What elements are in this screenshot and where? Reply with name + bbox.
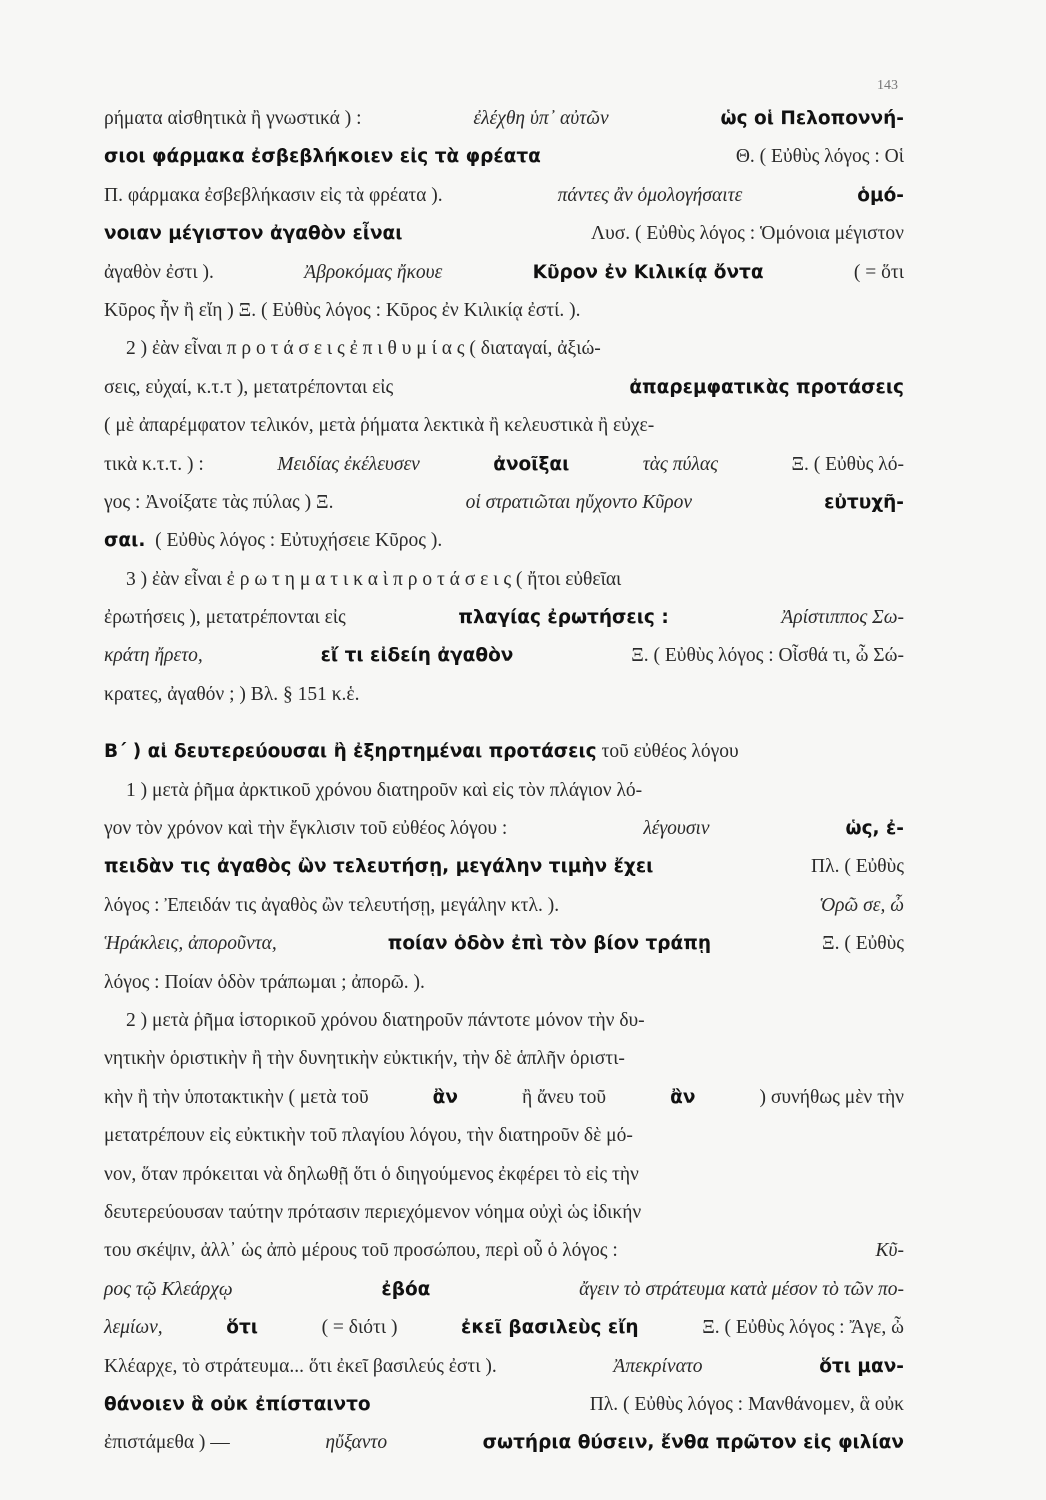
- text-line: σιοι φάρμακα ἐσβεβλήκοιεν εἰς τὰ φρέατα Θ. ( Εὐθὺς λόγος : Οἱ: [104, 146, 904, 168]
- text-line: λόγος : Ἐπειδάν τις ἀγαθὸς ὢν τελευτήσῃ, μεγάλην κτλ. ). Ὁρῶ σε, ὦ: [104, 894, 904, 916]
- text-line: πειδὰν τις ἀγαθὸς ὢν τελευτήσῃ, μεγάλην τιμὴν ἔχει Πλ. ( Εὐθὺς: [104, 856, 904, 878]
- text-line: 3 ) ἐὰν εἶναι ἐ ρ ω τ η μ α τ ι κ α ὶ π ρ ο τ ά σ ε ι ς ( ἤτοι εὐθεῖαι: [126, 568, 622, 590]
- page-number: 143: [877, 78, 898, 93]
- text-line: γος : Ἀνοίξατε τὰς πύλας ) Ξ. οἱ στρατιῶται ηὔχοντο Κῦρον εὐτυχῆ-: [104, 491, 904, 513]
- text-line: του σκέψιν, ἀλλ᾽ ὡς ἀπὸ μέρους τοῦ προσώπου, περὶ οὗ ὁ λόγος : Κῦ-: [104, 1240, 904, 1262]
- text-line: ρος τῷ Κλεάρχῳ ἐβόα ἄγειν τὸ στράτευμα κατὰ μέσον τὸ τῶν πο-: [104, 1278, 904, 1300]
- text-line: ρήματα αἰσθητικὰ ἢ γνωστικά ) : ἐλέχθη ὑπ᾽ αὐτῶν ὡς οἱ Πελοποννή-: [104, 108, 904, 129]
- text-line: λόγος : Ποίαν ὁδὸν τράπωμαι ; ἀπορῶ. ).: [104, 971, 425, 993]
- text-line: Κλέαρχε, τὸ στράτευμα... ὅτι ἐκεῖ βασιλεύς ἐστι ). Ἀπεκρίνατο ὅτι μαν-: [104, 1355, 904, 1377]
- text-line: νοιαν μέγιστον ἀγαθὸν εἶναι Λυσ. ( Εὐθὺς λόγος : Ὁμόνοια μέγιστον: [104, 223, 904, 245]
- text-line: 1 ) μετὰ ῥῆμα ἀρκτικοῦ χρόνου διατηροῦν καὶ εἰς τὸν πλάγιον λό-: [126, 779, 643, 801]
- text-line: ( μὲ ἀπαρέμφατον τελικόν, μετὰ ῥήματα λεκτικὰ ἢ κελευστικὰ ἢ εὐχε-: [104, 415, 655, 437]
- text-line: σαι. ( Εὐθὺς λόγος : Εὐτυχήσειε Κῦρος ).: [104, 530, 443, 552]
- text-line: Κῦρος ἦν ἢ εἴη ) Ξ. ( Εὐθὺς λόγος : Κῦρος ἐν Κιλικίᾳ ἐστί. ).: [104, 299, 581, 321]
- text-line: μετατρέπουν εἰς εὐκτικὴν τοῦ πλαγίου λόγου, τὴν διατηροῦν δὲ μό-: [104, 1125, 633, 1147]
- text-line: νον, ὅταν πρόκειται νὰ δηλωθῇ ὅτι ὁ διηγούμενος ἐκφέρει τὸ εἰς τὴν: [104, 1163, 639, 1185]
- text-line: κὴν ἢ τὴν ὑποτακτικὴν ( μετὰ τοῦ ἂν ἢ ἄνευ τοῦ ἂν ) συνήθως μὲν τὴν: [104, 1086, 904, 1108]
- text-line: ἐπιστάμεθα ) — ηὔξαντο σωτήρια θύσειν, ἔνθα πρῶτον εἰς φιλίαν: [104, 1432, 904, 1454]
- text-line: ἐρωτήσεις ), μετατρέπονται εἰς πλαγίας ἐρωτήσεις : Ἀρίστιππος Σω-: [104, 607, 904, 629]
- text-line: 2 ) ἐὰν εἶναι π ρ ο τ ά σ ε ι ς ἐ π ι θ υ μ ί α ς ( διαταγαί, ἀξιώ-: [126, 338, 601, 360]
- text-line: τικὰ κ.τ.τ. ) : Μειδίας ἐκέλευσεν ἀνοῖξαι τὰς πύλας Ξ. ( Εὐθὺς λό-: [104, 453, 904, 475]
- text-line: λεμίων, ὅτι ( = διότι ) ἐκεῖ βασιλεὺς εἴη Ξ. ( Εὐθὺς λόγος : Ἄγε, ὦ: [104, 1317, 904, 1339]
- text-line: 2 ) μετὰ ῥῆμα ἱστορικοῦ χρόνου διατηροῦν πάντοτε μόνον τὴν δυ-: [126, 1009, 645, 1031]
- text-line: κρατες, ἀγαθόν ; ) Βλ. § 151 κ.ἑ.: [104, 683, 360, 705]
- text-line: σεις, εὐχαί, κ.τ.τ ), μετατρέπονται εἰς ἀπαρεμφατικὰς προτάσεις: [104, 376, 904, 398]
- body-text: [104, 100, 904, 1463]
- text-line: θάνοιεν ἃ οὐκ ἐπίσταιντο Πλ. ( Εὐθὺς λόγος : Μανθάνομεν, ἃ οὐκ: [104, 1393, 904, 1415]
- text-line: ἀγαθὸν ἐστι ). Ἀβροκόμας ἤκουε Κῦρον ἐν Κιλικίᾳ ὄντα ( = ὅτι: [104, 261, 904, 283]
- text-line: Π. φάρμακα ἐσβεβλήκασιν εἰς τὰ φρέατα ). πάντες ἂν ὁμολογήσαιτε ὁμό-: [104, 184, 904, 206]
- text-line: κράτη ἤρετο, εἴ τι εἰδείη ἀγαθὸν Ξ. ( Εὐθὺς λόγος : Οἶσθά τι, ὦ Σώ-: [104, 645, 904, 667]
- text-line: γον τὸν χρόνον καὶ τὴν ἔγκλισιν τοῦ εὐθέος λόγου : λέγουσιν ὡς, ἐ-: [104, 818, 904, 840]
- section-heading: Β΄ ) αἱ δευτερεύουσαι ἢ ἐξηρτημέναι προτάσεις τοῦ εὐθέος λόγου: [104, 741, 739, 763]
- text-line: νητικὴν ὁριστικὴν ἢ τὴν δυνητικὴν εὐκτικήν, τὴν δὲ ἁπλῆν ὁριστι-: [104, 1048, 625, 1070]
- text-line: δευτερεύουσαν ταύτην πρότασιν περιεχόμενον νόημα οὐχὶ ὡς ἰδικήν: [104, 1201, 642, 1223]
- text-line: Ἡράκλεις, ἀπορoῦντα, ποίαν ὁδὸν ἐπὶ τὸν βίον τράπῃ Ξ. ( Εὐθὺς: [104, 933, 904, 955]
